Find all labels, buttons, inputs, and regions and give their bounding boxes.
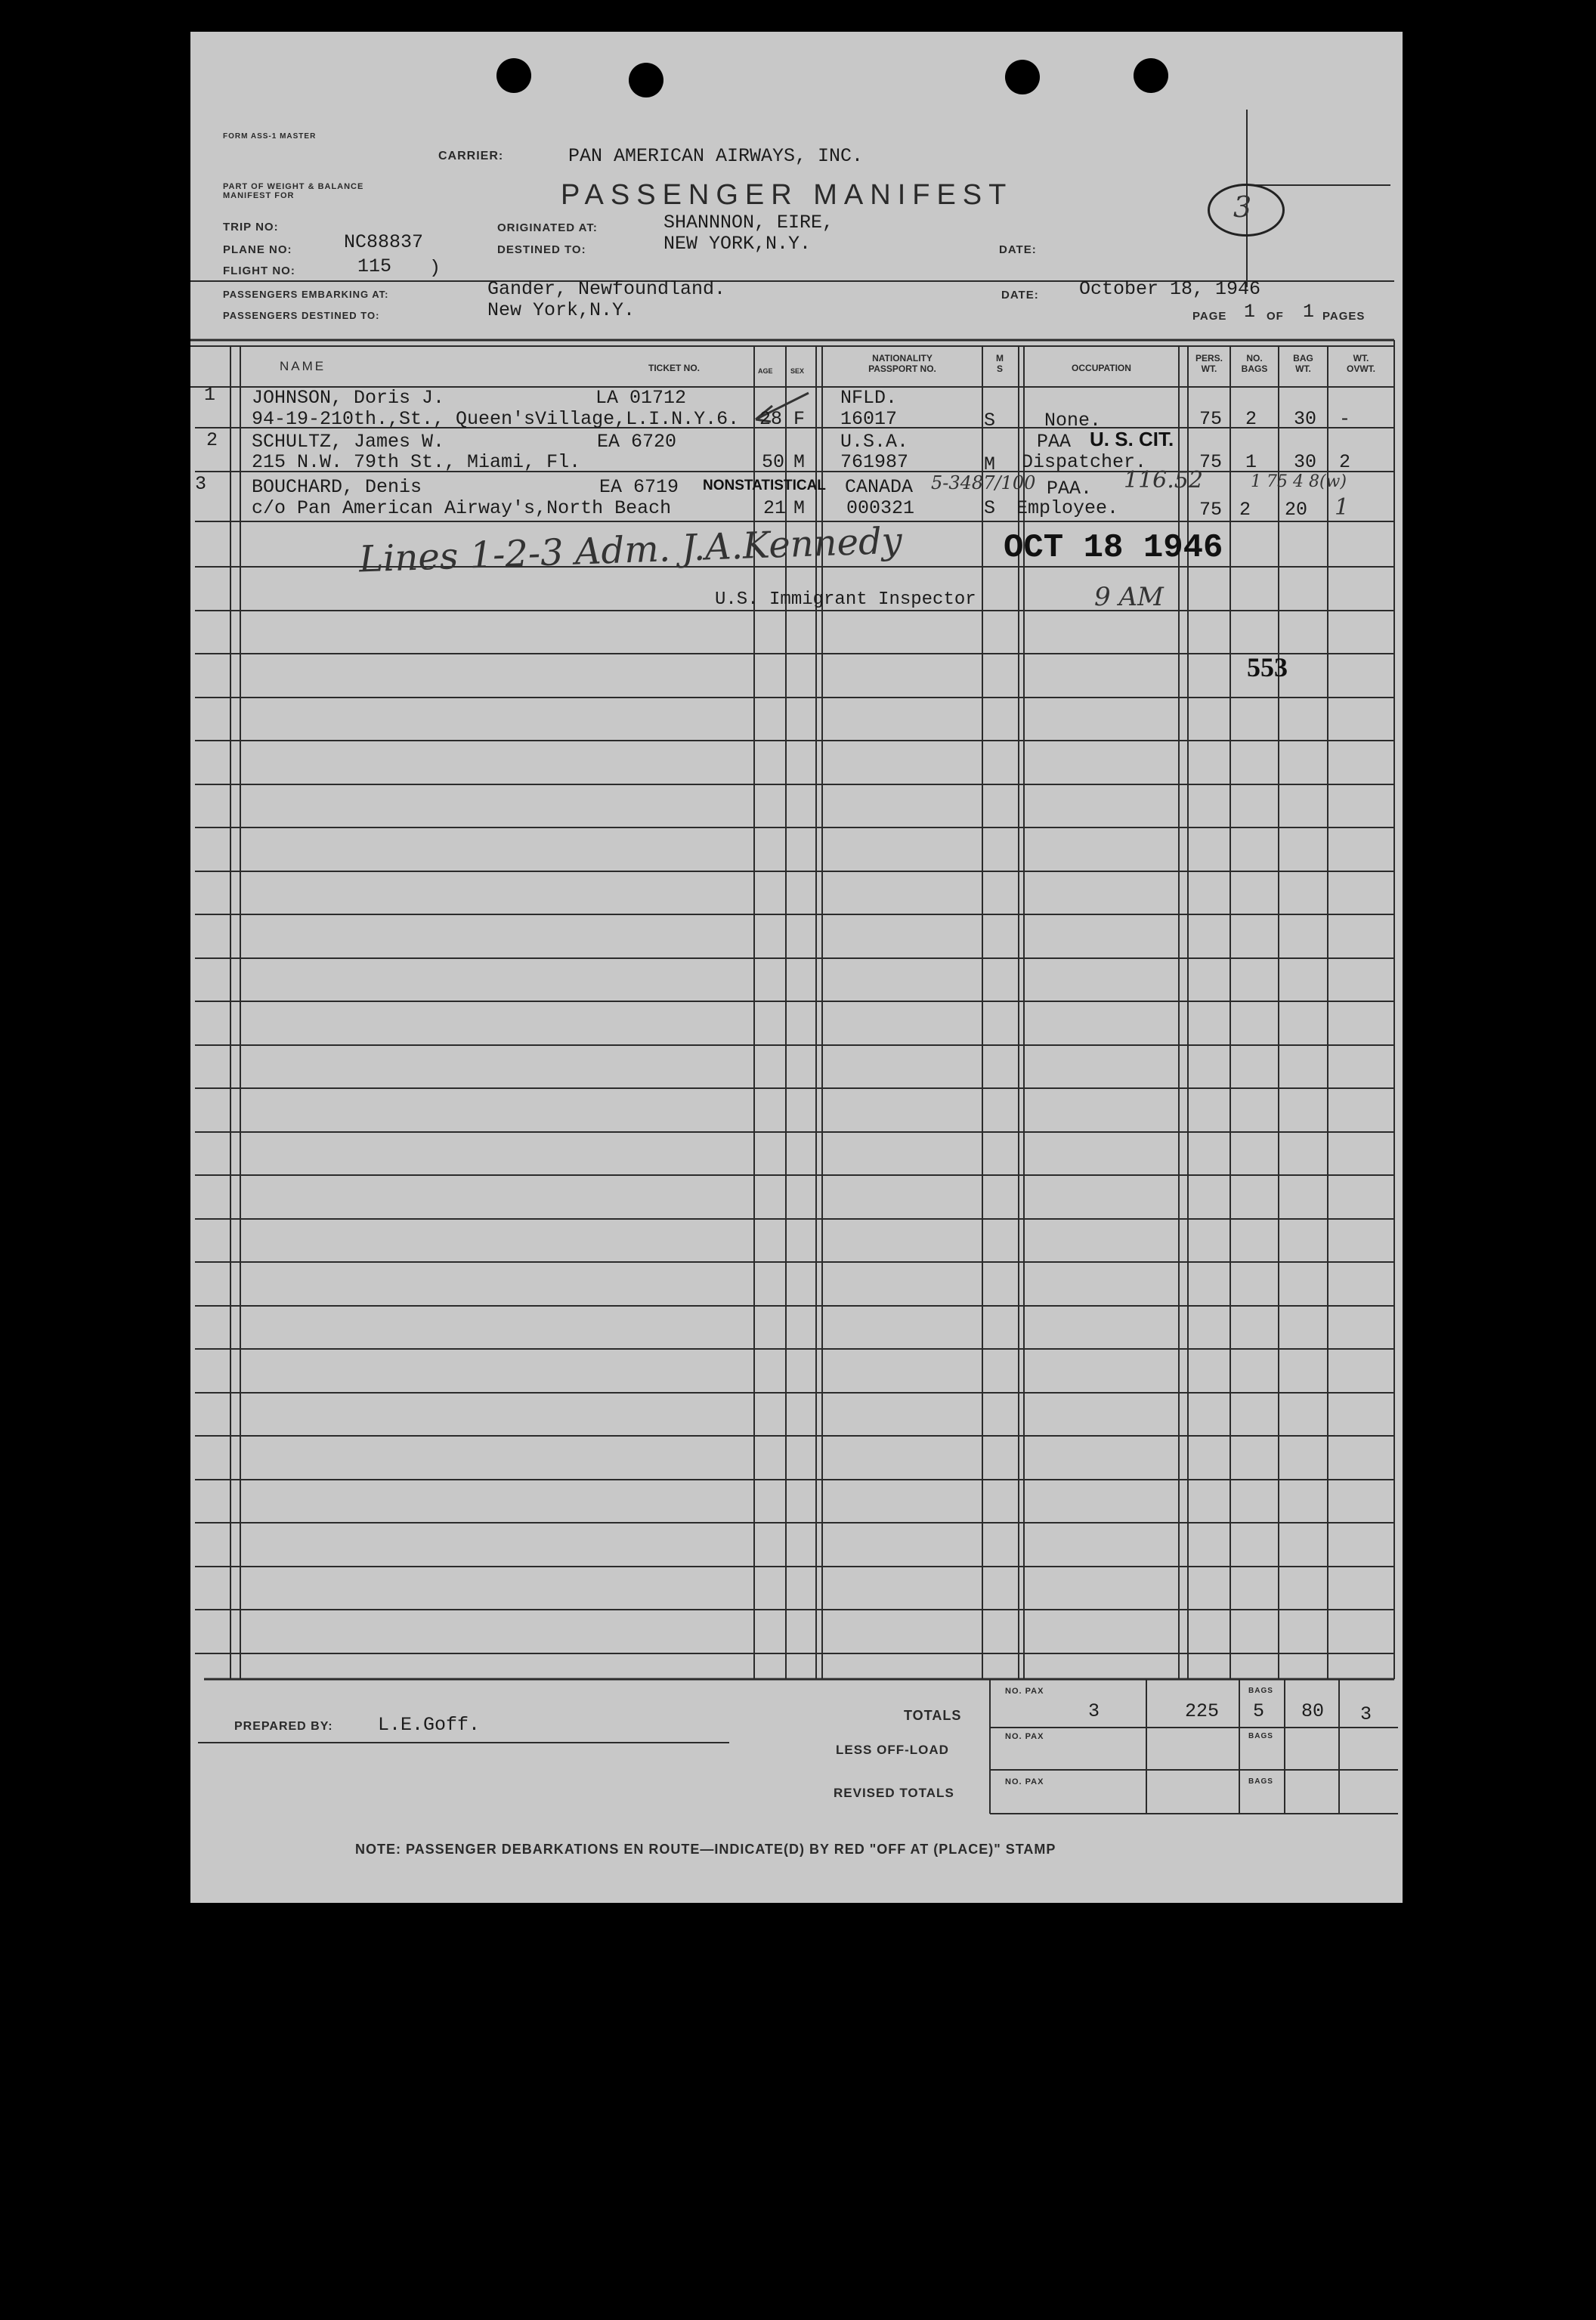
plane-no-label: PLANE NO: [223, 243, 292, 256]
ticket-no: LA 01712 [595, 387, 687, 409]
totals-bag-wt: 80 [1301, 1700, 1325, 1722]
row-number: 2 [206, 429, 218, 451]
marital-status: S [984, 410, 996, 432]
sex: F [793, 408, 806, 430]
pers-wt: 75 [1199, 451, 1223, 473]
pass-destined-value: New York,N.Y. [487, 299, 636, 321]
age: 28 [759, 408, 783, 430]
bags-label: BAGS [1248, 1777, 1273, 1786]
embarking-label: PASSENGERS EMBARKING AT: [223, 289, 389, 300]
inspector-stamp: U.S. Immigrant Inspector [715, 589, 976, 610]
occupation: Dispatcher. [1022, 451, 1147, 473]
age: 50 [762, 451, 785, 473]
col-no-bags: NO. BAGS [1241, 353, 1268, 374]
originated-label: ORIGINATED AT: [497, 221, 598, 234]
page-label: PAGE [1192, 310, 1227, 323]
bag-wt: 20 [1285, 499, 1308, 521]
originated-value: SHANNNON, EIRE, [663, 212, 834, 234]
totals-ovwt: 3 [1360, 1703, 1372, 1725]
inspector-signature: Lines 1-2-3 Adm. J.A.Kennedy [358, 519, 903, 581]
col-pers-wt: PERS. WT. [1195, 353, 1223, 374]
carrier-value: PAN AMERICAN AIRWAYS, INC. [568, 145, 864, 167]
occupation: Employee. [1016, 497, 1119, 519]
flight-no-label: FLIGHT NO: [223, 264, 295, 277]
wt-ovwt: - [1339, 408, 1351, 430]
page-no: 1 [1244, 301, 1256, 323]
prepared-by-label: PREPARED BY: [234, 1720, 333, 1733]
col-ticket: TICKET NO. [648, 363, 700, 373]
marital-status: S [984, 497, 996, 519]
wt-ovwt: 2 [1339, 451, 1351, 473]
totals-pers-wt: 225 [1185, 1700, 1220, 1722]
footer-note: NOTE: PASSENGER DEBARKATIONS EN ROUTE—INDICATE(D) BY RED "OFF AT (PLACE)" STAMP [355, 1842, 1056, 1857]
flight-no-mark: ) [429, 257, 441, 279]
bag-wt: 30 [1294, 451, 1317, 473]
passenger-address: 215 N.W. 79th St., Miami, Fl. [252, 451, 581, 473]
manifest-title: PASSENGER MANIFEST [561, 179, 1013, 211]
totals-label: TOTALS [904, 1708, 962, 1723]
col-wt-ovwt: WT. OVWT. [1347, 353, 1375, 374]
date-value: October 18, 1946 [1079, 278, 1261, 300]
col-occupation: OCCUPATION [1072, 363, 1131, 373]
plane-no-value: NC88837 [344, 231, 424, 253]
col-sex: SEX [790, 367, 805, 375]
bags-label: BAGS [1248, 1687, 1273, 1695]
handwritten-time: 9 AM [1094, 582, 1164, 612]
col-nationality: NATIONALITY PASSPORT NO. [868, 353, 936, 374]
age: 21 [763, 497, 787, 519]
prepared-by-value: L.E.Goff. [378, 1714, 481, 1736]
no-pax-label: NO. PAX [1005, 1732, 1044, 1741]
us-cit-stamp: U. S. CIT. [1090, 428, 1174, 450]
handwritten-weight: 116.52 [1124, 467, 1203, 493]
pass-destined-label: PASSENGERS DESTINED TO: [223, 310, 380, 321]
col-ms: M S [996, 353, 1004, 374]
of-label: OF [1267, 310, 1284, 323]
no-pax-label: NO. PAX [1005, 1777, 1044, 1786]
occupation-employer: PAA [1037, 431, 1072, 453]
no-pax-label: NO. PAX [1005, 1687, 1044, 1696]
ticket-no: EA 6720 [597, 431, 677, 453]
circled-number-text: 3 [1233, 190, 1252, 224]
flight-no-value: 115 [357, 255, 392, 277]
wt-ovwt: 1 [1335, 494, 1350, 521]
totals-bags: 5 [1253, 1700, 1265, 1722]
carrier-label: CARRIER: [438, 150, 504, 162]
handwritten-bags-note: 1 75 4 8(w) [1251, 472, 1347, 491]
pers-wt: 75 [1199, 499, 1223, 521]
nationality: U.S.A. [840, 431, 909, 453]
row-number: 1 [204, 384, 216, 406]
marital-status: M [984, 453, 996, 475]
embarking-value: Gander, Newfoundland. [487, 278, 726, 300]
nationality: CANADA [845, 476, 914, 498]
passenger-name: SCHULTZ, James W. [252, 431, 445, 453]
destined-label: DESTINED TO: [497, 243, 586, 256]
date-top-label: DATE: [999, 243, 1037, 256]
col-bag-wt: BAG WT. [1293, 353, 1313, 374]
bag-wt: 30 [1294, 408, 1317, 430]
passport-no: 16017 [840, 408, 898, 430]
no-bags: 2 [1245, 408, 1257, 430]
ticket-no: EA 6719 [599, 476, 679, 498]
date-stamp: OCT 18 1946 [1004, 529, 1223, 567]
trip-no-label: TRIP NO: [223, 221, 279, 234]
handwritten-total: 553 [1247, 652, 1288, 682]
occupation-employer: PAA. [1047, 478, 1093, 500]
totals-pax: 3 [1088, 1700, 1100, 1722]
passport-no: 761987 [840, 451, 909, 473]
no-bags: 2 [1239, 499, 1251, 521]
col-age: AGE [758, 367, 773, 375]
less-offload-label: LESS OFF-LOAD [836, 1743, 949, 1757]
passenger-address: 94-19-210th.,St., Queen'sVillage,L.I.N.Y.6. [252, 408, 740, 430]
pages-label: PAGES [1322, 310, 1366, 323]
handwritten-misc: 5-3487/100 [931, 472, 1036, 493]
page-total: 1 [1303, 301, 1315, 323]
bags-label: BAGS [1248, 1732, 1273, 1740]
passenger-name: BOUCHARD, Denis [252, 476, 422, 498]
no-bags: 1 [1245, 451, 1257, 473]
date-label: DATE: [1001, 289, 1039, 302]
nonstatistical-stamp: NONSTATISTICAL [703, 478, 826, 493]
pers-wt: 75 [1199, 408, 1223, 430]
destined-value: NEW YORK,N.Y. [663, 233, 812, 255]
row-number: 3 [195, 473, 207, 495]
occupation: None. [1044, 410, 1102, 432]
col-name: NAME [280, 359, 326, 373]
passenger-name: JOHNSON, Doris J. [252, 387, 445, 409]
form-number: FORM ASS-1 MASTER [223, 132, 317, 141]
sex: M [793, 451, 806, 473]
nationality: NFLD. [840, 387, 898, 409]
revised-totals-label: REVISED TOTALS [834, 1786, 954, 1800]
passenger-address: c/o Pan American Airway's,North Beach [252, 497, 672, 519]
passport-no: 000321 [846, 497, 915, 519]
part-of-label: PART OF WEIGHT & BALANCE MANIFEST FOR [223, 182, 364, 200]
sex: M [793, 497, 806, 519]
